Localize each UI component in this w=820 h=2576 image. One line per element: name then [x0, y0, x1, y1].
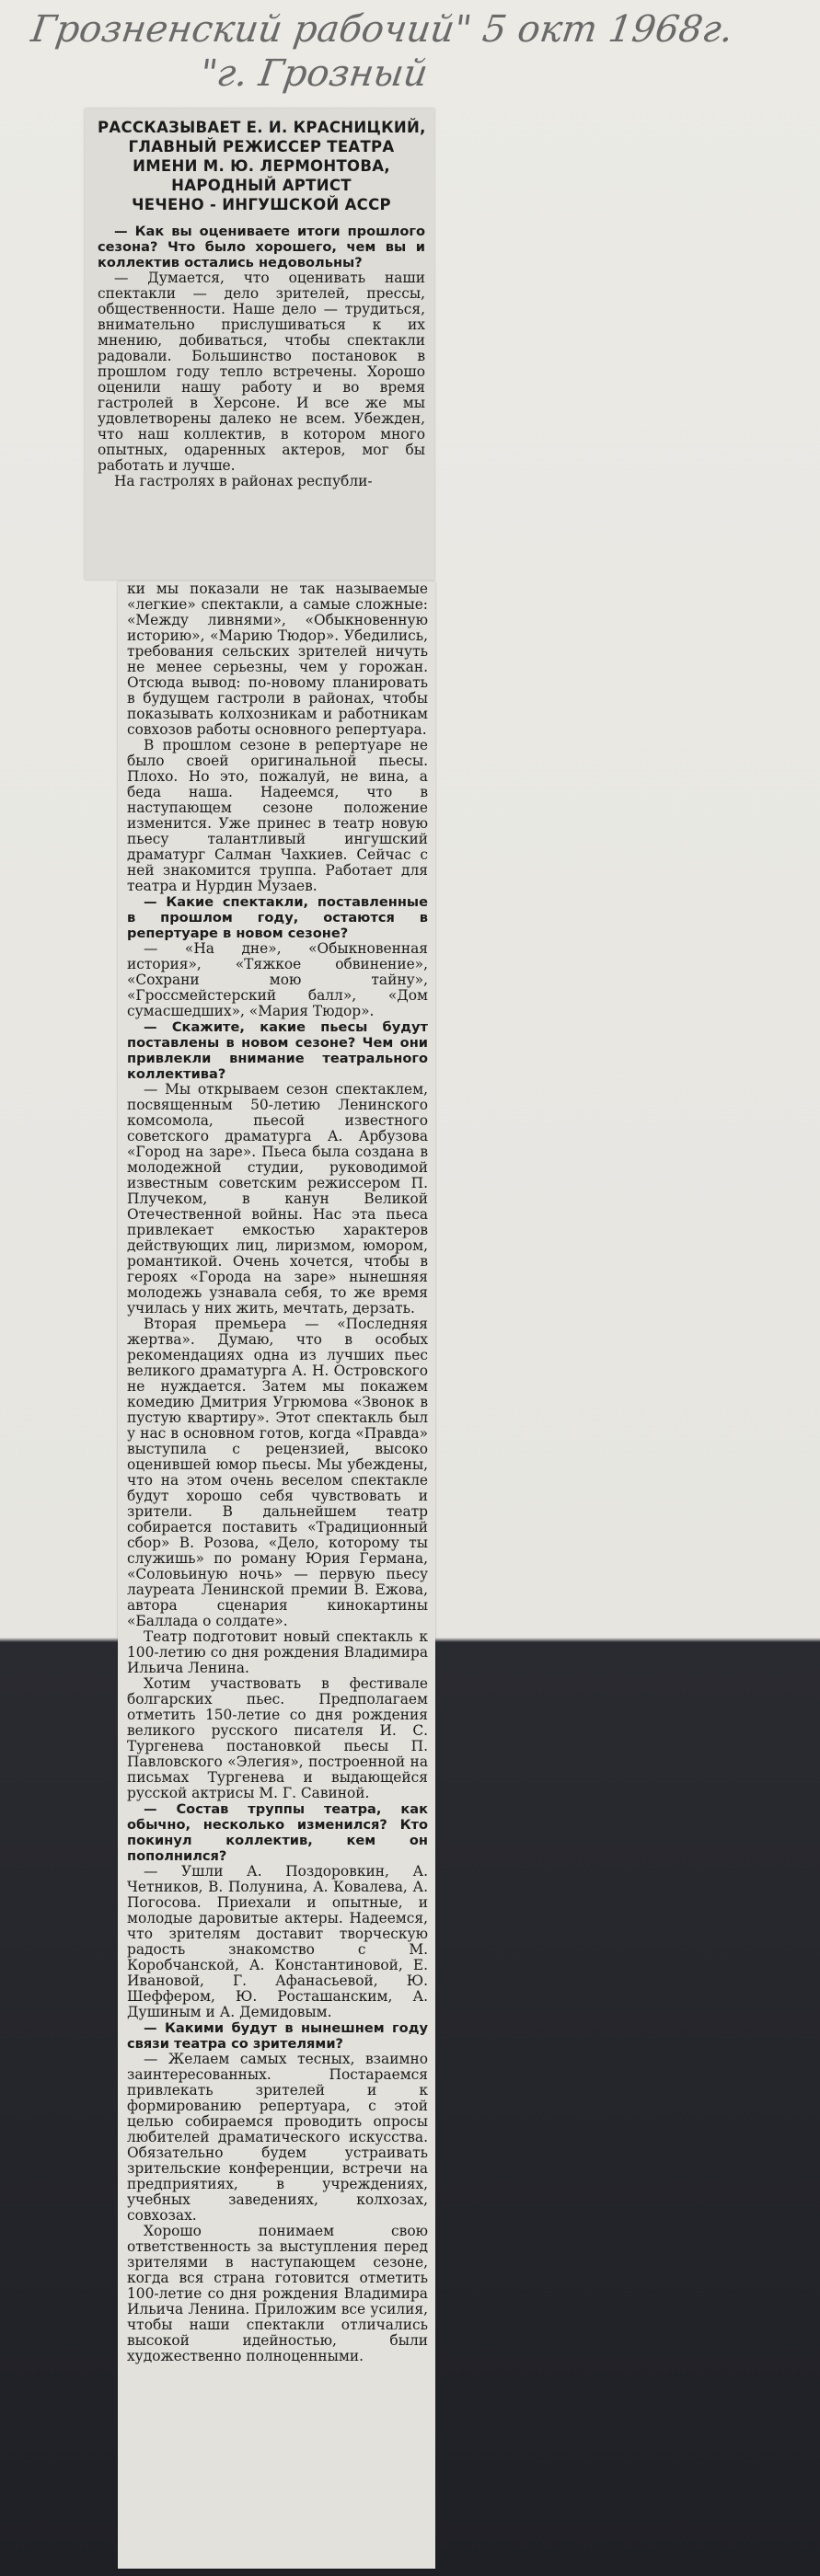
clipping-top [85, 109, 434, 580]
interview-paragraph: На гастролях в районах республи- [114, 473, 373, 489]
interview-paragraph: — Думается, что оценивать наши спектакли — дело зрителей, прессы, общественности. Наше дело — трудиться, внимательно прислушиваться к их мнению, добиваться, чтобы спектакли радовали. Большинство постановок в прошлом году тепло встречены. Хорошо оценили нашу работу и во время гастролей в Херсоне. И все же мы удовлетворены далеко не всем. Убежден, что наш коллектив, в котором много опытных, одаренных актеров, мог бы работать и лучше. [98, 270, 425, 474]
interview-paragraph: — «На дне», «Обыкновенная история», «Тяжкое обвинение», «Сохрани мою тайну», «Гроссмейстерский балл», «Дом сумасшедших», «Мария Тюдор». [127, 940, 428, 1019]
handwritten-city-line: "г. Грозный [197, 52, 431, 95]
article-text-part-2 [127, 581, 428, 2364]
headline-line: НАРОДНЫЙ АРТИСТ [171, 177, 352, 194]
interview-paragraph: Вторая премьера — «Последняя жертва». Думаю, что в особых рекомендациях одна из лучших пьес великого драматурга А. Н. Островского не нуждается. Затем мы покажем комедию Дмитрия Угрюмова «Звонок в пустую квартиру». Этот спектакль был у нас в основном готов, когда «Правда» выступила с рецензией, высоко оценившей юмор пьесы. Мы убеждены, что на этом очень веселом спектакле будут хорошо себя чувствовать и зрители. В дальнейшем театр собирается поставить «Традиционный сбор» В. Розова, «Дело, которому ты служишь» по роману Юрия Германа, «Соловьиную ночь» — первую пьесу лауреата Ленинской премии В. Ежова, автора сценария кинокартины «Баллада о солдате». [127, 1316, 428, 1629]
interview-paragraph: Хотим участвовать в фестивале болгарских пьес. Предполагаем отметить 150-летие со дня рождения великого русского писателя И. С. Тургенева постановкой пьесы П. Павловского «Элегия», построенной на письмах Тургенева и выдающейся русской актрисы М. Г. Савиной. [127, 1675, 428, 1801]
clipping-bottom [118, 581, 435, 2569]
article-headline [98, 118, 425, 214]
interview-question: — Как вы оцениваете итоги прошлого сезона? Что было хорошего, чем вы и коллектив остались недовольны? [98, 224, 425, 270]
interview-question: — Какие спектакли, поставленные в прошлом году, остаются в репертуаре в новом сезоне? [127, 894, 428, 941]
interview-paragraph: Театр подготовит новый спектакль к 100-летию со дня рождения Владимира Ильича Ленина. [127, 1628, 428, 1676]
interview-paragraph: В прошлом сезоне в репертуаре не было своей оригинальной пьесы. Плохо. Но это, пожалуй, не вина, а беда наша. Надеемся, что в наступающем сезоне положение изменится. Уже принес в театр новую пьесу талантливый ингушский драматург Салман Чахкиев. Сейчас с ней знакомится труппа. Работает для театра и Нурдин Музаев. [127, 737, 428, 894]
handwritten-source-line: Грозненский рабочий" 5 окт 1968г. [29, 8, 736, 51]
interview-paragraph: — Желаем самых тесных, взаимно заинтересованных. Постараемся привлекать зрителей и к формированию репертуара, с этой целью собираемся проводить опросы любителей драматического искусства. Обязательно будем устраивать зрительские конференции, встречи на предприятиях, в учреждениях, учебных заведениях, колхозах, совхозах. [127, 2051, 428, 2224]
interview-paragraph: — Мы открываем сезон спектаклем, посвященным 50-летию Ленинского комсомола, пьесой известного советского драматурга А. Арбузова «Город на заре». Пьеса была создана в молодежной студии, руководимой известным советским режиссером П. Плучеком, в канун Великой Отечественной войны. Нас эта пьеса привлекает емкостью характеров действующих лиц, лиризмом, юмором, романтикой. Очень хочется, чтобы в героях «Города на заре» нынешняя молодежь узнавала себя, то же время училась у них жить, мечтать, дерзать. [127, 1081, 428, 1317]
headline-line: РАССКАЗЫВАЕТ Е. И. КРАСНИЦКИЙ, [98, 119, 426, 136]
article-text-part-1 [98, 224, 425, 489]
headline-line: ЧЕЧЕНО - ИНГУШСКОЙ АССР [132, 196, 391, 213]
interview-paragraph: Хорошо понимаем свою ответственность за выступления перед зрителями в наступающем сезоне, когда вся страна готовится отметить 100-летие со дня рождения Владимира Ильича Ленина. Приложим все усилия, чтобы наши спектакли отличались высокой идейностью, были художественно полноценными. [127, 2223, 428, 2364]
interview-question: — Скажите, какие пьесы будут поставлены в новом сезоне? Чем они привлекли внимание театрального коллектива? [127, 1019, 428, 1082]
interview-paragraph: ки мы показали не так называемые «легкие» спектакли, а самые сложные: «Между ливнями», «Обыкновенную историю», «Марию Тюдор». Убедились, требования сельских зрителей ничуть не менее серьезны, чем у горожан. Отсюда вывод: по-новому планировать в будущем гастроли в районах, чтобы показывать колхозникам и работникам совхозов работы основного репертуара. [127, 581, 428, 738]
headline-line: ИМЕНИ М. Ю. ЛЕРМОНТОВА, [133, 157, 390, 175]
headline-line: ГЛАВНЫЙ РЕЖИССЕР ТЕАТРА [128, 138, 395, 155]
interview-question: — Состав труппы театра, как обычно, несколько изменился? Кто покинул коллектив, кем он пополнился? [127, 1801, 428, 1864]
handwritten-annotation [20, 7, 820, 109]
interview-question: — Какими будут в нынешнем году связи театра со зрителями? [127, 2020, 428, 2052]
interview-paragraph: — Ушли А. Поздоровкин, А. Четников, В. Полунина, А. Ковалева, А. Погосова. Приехали и опытные, и молодые даровитые актеры. Надеемся, что зрителям доставит творческую радость знакомство с М. Коробчанской, А. Константиновой, Е. Ивановой, Г. Афанасьевой, Ю. Шеффером, Ю. Росташанским, А. Душиным и А. Демидовым. [127, 1863, 428, 2020]
